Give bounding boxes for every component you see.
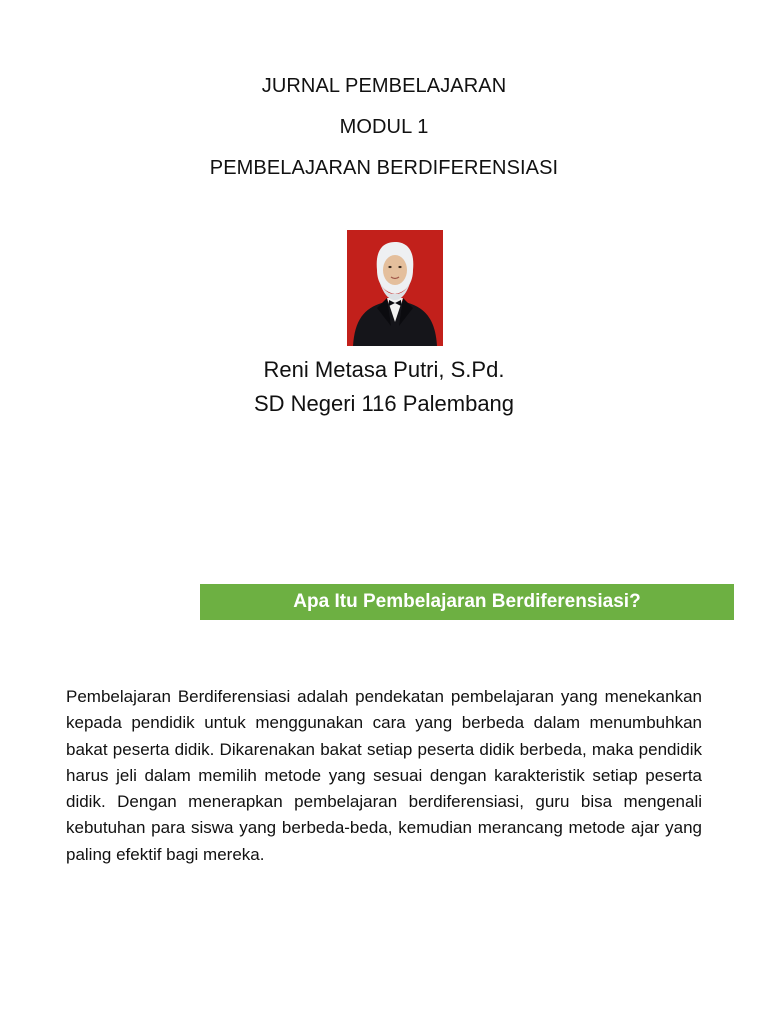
section-heading: Apa Itu Pembelajaran Berdiferensiasi? [293, 591, 641, 612]
title-line-1: JURNAL PEMBELAJARAN [261, 75, 507, 97]
section-heading-bar [200, 584, 734, 620]
title-line-2: MODUL 1 [339, 116, 429, 138]
document-title [0, 66, 768, 189]
author-name: Reni Metasa Putri, S.Pd. [263, 357, 505, 382]
author-info [0, 353, 768, 421]
author-school: SD Negeri 116 Palembang [253, 391, 515, 416]
section-paragraph: Pembelajaran Berdiferensiasi adalah pendekatan pembelajaran yang menekankan kepada pendidik untuk menggunakan cara yang berbeda dalam menumbuhkan bakat peserta didik. Dikarenakan bakat setiap peserta didik berbeda, maka pendidik harus jeli dalam memilih metode yang sesuai dengan karakteristik setiap peserta didik. Dengan menerapkan pembelajaran berdiferensiasi, guru bisa mengenali kebutuhan para siswa yang berbeda-beda, kemudian merancang metode ajar yang paling efektif bagi mereka. [66, 687, 702, 864]
title-line-3: PEMBELAJARAN BERDIFERENSIASI [209, 157, 559, 179]
author-photo [347, 230, 443, 346]
photo-face [383, 255, 407, 285]
